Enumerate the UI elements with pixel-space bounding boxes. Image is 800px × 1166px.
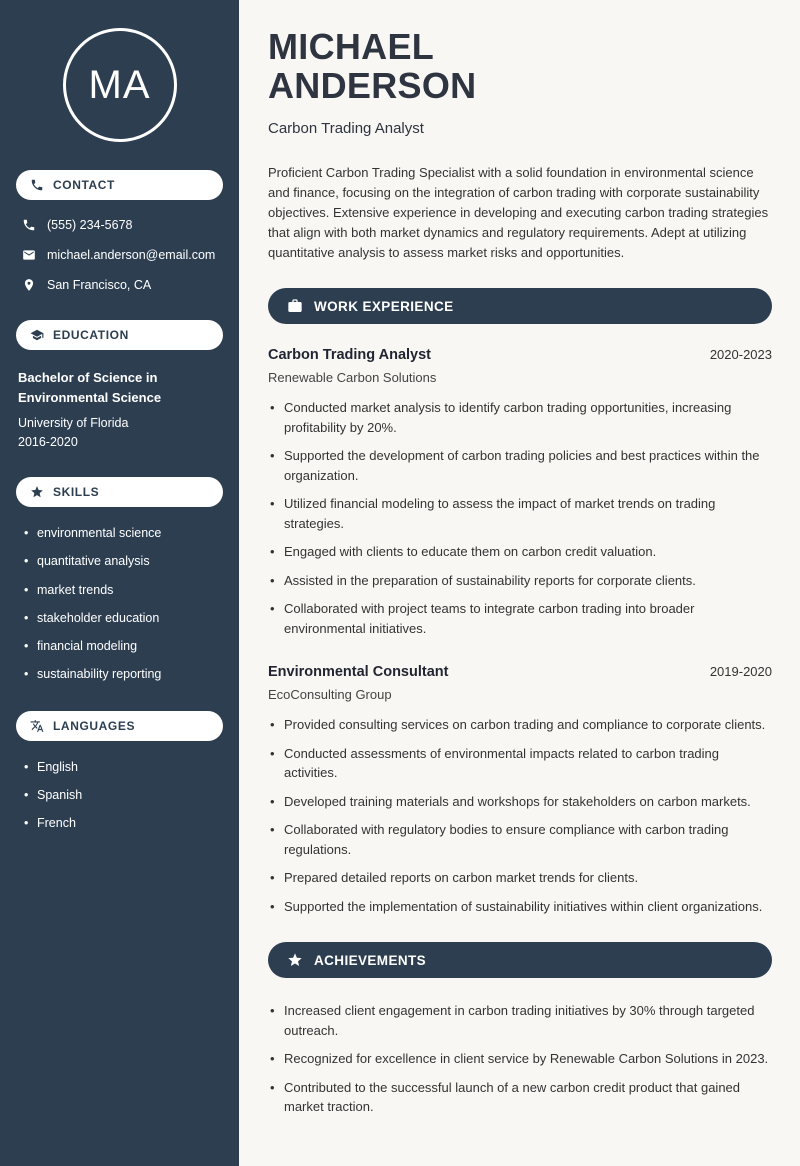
job-dates: 2020-2023	[709, 347, 772, 363]
summary-paragraph: Proficient Carbon Trading Specialist with a solid foundation in environmental science and finance, focusing on the integration of carbon trading with corporate sustainability objectives. Extensive experience in developing and executing carbon trading strategies that align with both market dynamics and regulatory requirements. Adept at utilizing quantitative analysis to assess market risks and opportunities.	[268, 164, 769, 261]
job-bullet: • Assisted in the preparation of sustainability reports for corporate clients.	[268, 571, 772, 591]
skill-item: • stakeholder education	[24, 610, 223, 626]
job-bullet-list	[268, 715, 772, 916]
graduation-cap-icon	[30, 328, 44, 342]
mail-icon	[22, 248, 36, 262]
languages-section-header	[16, 711, 223, 741]
candidate-first-name: MICHAEL	[268, 26, 435, 67]
job-bullet: • Conducted assessments of environmental impacts related to carbon trading activities.	[268, 744, 772, 783]
candidate-last-name: ANDERSON	[268, 64, 477, 106]
contact-section-label: CONTACT	[53, 178, 115, 192]
sidebar	[0, 0, 239, 1166]
education-years: 2016-2020	[18, 435, 78, 449]
job-header	[268, 347, 772, 363]
skill-item: • environmental science	[24, 525, 223, 541]
star-icon	[30, 485, 44, 499]
work-experience-section-header	[268, 288, 772, 324]
contact-phone-value: (555) 234-5678	[47, 218, 133, 232]
contact-email-value: michael.anderson@email.com	[47, 248, 216, 262]
achievement-bullet: • Increased client engagement in carbon trading initiatives by 30% through targeted outreach.	[268, 1001, 772, 1040]
phone-icon	[22, 218, 36, 232]
candidate-title: Carbon Trading Analyst	[268, 119, 424, 137]
candidate-name	[268, 28, 772, 106]
briefcase-icon	[287, 298, 303, 314]
job-bullet: • Engaged with clients to educate them on carbon credit valuation.	[268, 542, 772, 562]
languages-list	[16, 759, 223, 832]
job-bullet: • Prepared detailed reports on carbon market trends for clients.	[268, 868, 772, 888]
job-entry	[268, 347, 772, 638]
skill-item: • market trends	[24, 582, 223, 598]
main-content	[239, 0, 800, 1166]
education-entry	[18, 368, 223, 449]
job-bullet: • Supported the implementation of sustainability initiatives within client organizations.	[268, 897, 772, 917]
contact-location-value: San Francisco, CA	[47, 278, 152, 292]
skill-item: • sustainability reporting	[24, 666, 223, 682]
achievements-section-header	[268, 942, 772, 978]
education-section-header	[16, 320, 223, 350]
achievement-bullet: • Recognized for excellence in client service by Renewable Carbon Solutions in 2023.	[268, 1049, 772, 1069]
achievement-bullet: • Contributed to the successful launch of a new carbon credit product that gained market traction.	[268, 1078, 772, 1117]
job-company: EcoConsulting Group	[268, 687, 392, 703]
skills-section-header	[16, 477, 223, 507]
phone-icon	[30, 178, 44, 192]
language-item: • Spanish	[24, 787, 223, 803]
avatar-initials: MA	[88, 62, 151, 107]
job-bullet: • Conducted market analysis to identify carbon trading opportunities, increasing profitability by 20%.	[268, 398, 772, 437]
contact-phone-row	[22, 218, 223, 232]
job-bullet-list	[268, 398, 772, 638]
job-company: Renewable Carbon Solutions	[268, 370, 437, 386]
languages-section-label: LANGUAGES	[53, 718, 136, 733]
skill-item: • quantitative analysis	[24, 553, 223, 569]
job-title: Environmental Consultant	[268, 664, 449, 681]
job-bullet: • Collaborated with project teams to integrate carbon trading into broader environmental initiatives.	[268, 599, 772, 638]
contact-email-row[interactable]	[22, 248, 223, 262]
location-pin-icon	[22, 278, 36, 292]
avatar	[63, 28, 177, 142]
education-degree: Bachelor of Science in Environmental Science	[18, 370, 162, 405]
job-bullet: • Collaborated with regulatory bodies to ensure compliance with carbon trading regulations.	[268, 820, 772, 859]
education-school: University of Florida	[18, 416, 129, 430]
job-bullet: • Developed training materials and workshops for stakeholders on carbon markets.	[268, 792, 772, 812]
job-header	[268, 664, 772, 680]
job-bullet: • Provided consulting services on carbon trading and compliance to corporate clients.	[268, 715, 772, 735]
contact-location-row	[22, 278, 223, 292]
skills-section-label: SKILLS	[53, 485, 100, 499]
job-dates: 2019-2020	[709, 664, 772, 680]
achievements-list	[268, 1001, 772, 1117]
translate-icon	[30, 719, 44, 733]
work-experience-section-label: WORK EXPERIENCE	[314, 298, 454, 314]
language-item: • French	[24, 815, 223, 831]
skill-item: • financial modeling	[24, 638, 223, 654]
contact-section-header	[16, 170, 223, 200]
education-section-label: EDUCATION	[53, 328, 129, 342]
job-entry	[268, 664, 772, 916]
job-bullet: • Supported the development of carbon trading policies and best practices within the organization.	[268, 446, 772, 485]
job-bullet: • Utilized financial modeling to assess the impact of market trends on trading strategies.	[268, 494, 772, 533]
language-item: • English	[24, 759, 223, 775]
star-icon	[287, 952, 303, 968]
skills-list	[16, 525, 223, 683]
job-title: Carbon Trading Analyst	[268, 347, 432, 364]
achievements-section-label: ACHIEVEMENTS	[314, 952, 427, 968]
